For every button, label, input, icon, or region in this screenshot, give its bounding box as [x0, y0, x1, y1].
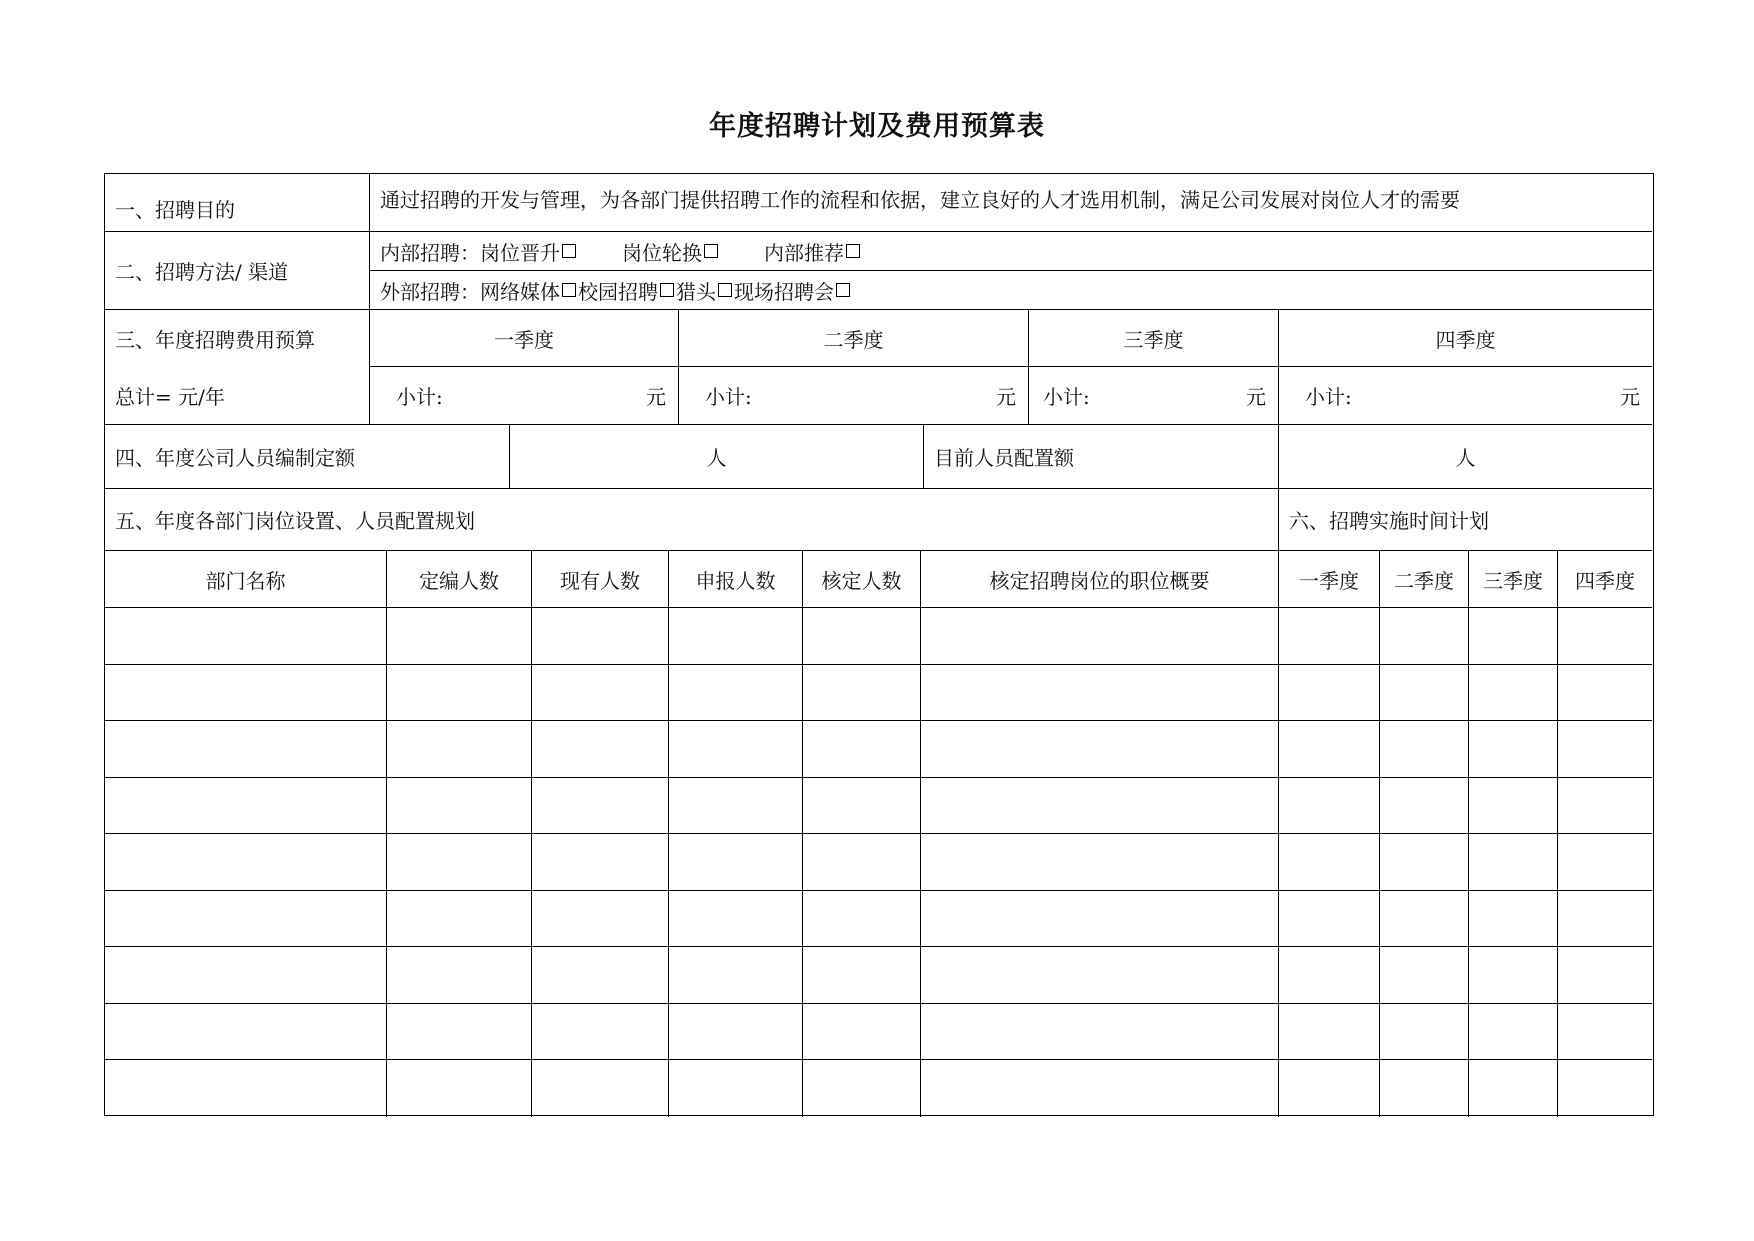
- table-cell[interactable]: [803, 1060, 921, 1117]
- table-cell[interactable]: [803, 721, 921, 778]
- section3-label-cell: [105, 310, 370, 425]
- rotation-checkbox[interactable]: [704, 244, 718, 258]
- table-cell[interactable]: [532, 891, 669, 948]
- table-cell[interactable]: [1279, 834, 1380, 891]
- table-cell[interactable]: [921, 1060, 1279, 1117]
- table-cell[interactable]: [1469, 608, 1558, 665]
- table-cell[interactable]: [1380, 891, 1469, 948]
- online-media-checkbox[interactable]: [562, 283, 576, 297]
- table-cell[interactable]: [1279, 721, 1380, 778]
- table-cell[interactable]: [105, 891, 387, 948]
- table-cell[interactable]: [532, 778, 669, 835]
- table-cell[interactable]: [669, 665, 803, 722]
- table-cell[interactable]: [803, 891, 921, 948]
- table-cell[interactable]: [669, 947, 803, 1004]
- table-cell[interactable]: [921, 665, 1279, 722]
- table-cell[interactable]: [387, 665, 532, 722]
- section1-content: 通过招聘的开发与管理，为各部门提供招聘工作的流程和依据，建立良好的人才选用机制，满足公司发展对岗位人才的需要: [370, 174, 1652, 232]
- table-cell[interactable]: [1380, 1060, 1469, 1117]
- option-job-fair: 现场招聘会: [734, 279, 834, 304]
- table-cell[interactable]: [1279, 1060, 1380, 1117]
- section2-label: 二、招聘方法/ 渠道: [105, 232, 370, 310]
- table-cell[interactable]: [532, 1060, 669, 1117]
- table-cell[interactable]: [1380, 834, 1469, 891]
- table-cell[interactable]: [669, 1004, 803, 1061]
- table-cell[interactable]: [803, 778, 921, 835]
- table-cell[interactable]: [387, 834, 532, 891]
- subtotal-unit: 元: [646, 385, 666, 409]
- table-cell[interactable]: [105, 1004, 387, 1061]
- table-cell[interactable]: [387, 947, 532, 1004]
- job-fair-checkbox[interactable]: [836, 283, 850, 297]
- table-cell[interactable]: [1558, 891, 1652, 948]
- table-cell[interactable]: [1380, 778, 1469, 835]
- headhunter-checkbox[interactable]: [718, 283, 732, 297]
- table-cell[interactable]: [387, 891, 532, 948]
- table-cell[interactable]: [921, 778, 1279, 835]
- table-cell[interactable]: [803, 665, 921, 722]
- table-cell[interactable]: [1469, 1060, 1558, 1117]
- schedule-q3-header: 三季度: [1469, 551, 1558, 608]
- budget-total: 总计= 元/年: [115, 385, 225, 409]
- table-cell[interactable]: [1558, 778, 1652, 835]
- approved-headcount-header: 核定人数: [803, 551, 921, 608]
- current-staffing-label: 目前人员配置额: [924, 425, 1279, 489]
- table-cell[interactable]: [803, 947, 921, 1004]
- table-cell[interactable]: [105, 608, 387, 665]
- table-cell[interactable]: [532, 947, 669, 1004]
- table-cell[interactable]: [1279, 608, 1380, 665]
- table-cell[interactable]: [669, 834, 803, 891]
- table-cell[interactable]: [105, 665, 387, 722]
- table-cell[interactable]: [669, 891, 803, 948]
- promotion-checkbox[interactable]: [562, 244, 576, 258]
- table-cell[interactable]: [921, 608, 1279, 665]
- table-cell[interactable]: [532, 1004, 669, 1061]
- table-cell[interactable]: [1279, 665, 1380, 722]
- table-cell[interactable]: [105, 778, 387, 835]
- table-cell[interactable]: [532, 721, 669, 778]
- section3-label: 三、年度招聘费用预算: [115, 328, 315, 352]
- table-cell[interactable]: [532, 834, 669, 891]
- table-cell[interactable]: [105, 834, 387, 891]
- table-cell[interactable]: [1279, 1004, 1380, 1061]
- schedule-q4-header: 四季度: [1558, 551, 1652, 608]
- table-cell[interactable]: [921, 947, 1279, 1004]
- option-headhunter: 猎头: [676, 279, 716, 304]
- option-online-media: 网络媒体: [480, 279, 560, 304]
- subtotal-unit: 元: [1246, 385, 1266, 409]
- budget-q2-header: 二季度: [679, 310, 1029, 367]
- table-cell[interactable]: [105, 1060, 387, 1117]
- internal-recruitment-row: [370, 232, 1652, 271]
- option-rotation: 岗位轮换: [622, 240, 702, 265]
- requested-headcount-header: 申报人数: [669, 551, 803, 608]
- subtotal-label: 小计:: [705, 385, 752, 409]
- table-cell[interactable]: [387, 1060, 532, 1117]
- table-cell[interactable]: [803, 1004, 921, 1061]
- subtotal-label: 小计:: [396, 385, 443, 409]
- table-cell[interactable]: [921, 721, 1279, 778]
- subtotal-label: 小计:: [1043, 385, 1090, 409]
- table-cell[interactable]: [921, 1004, 1279, 1061]
- section6-label: 六、招聘实施时间计划: [1279, 489, 1652, 551]
- table-cell[interactable]: [1469, 947, 1558, 1004]
- page-title: 年度招聘计划及费用预算表: [709, 111, 1045, 142]
- current-staffing-unit: 人: [1279, 425, 1652, 489]
- table-cell[interactable]: [1279, 891, 1380, 948]
- budget-q1-subtotal: [370, 367, 679, 425]
- budget-q3-header: 三季度: [1029, 310, 1279, 367]
- option-campus: 校园招聘: [578, 279, 658, 304]
- table-cell[interactable]: [1558, 1004, 1652, 1061]
- table-cell[interactable]: [803, 834, 921, 891]
- subtotal-unit: 元: [996, 385, 1016, 409]
- table-cell[interactable]: [669, 778, 803, 835]
- external-label: 外部招聘：: [380, 279, 480, 304]
- table-cell[interactable]: [1558, 665, 1652, 722]
- table-cell[interactable]: [1469, 721, 1558, 778]
- table-cell[interactable]: [1469, 665, 1558, 722]
- external-recruitment-row: [370, 271, 1652, 310]
- table-cell[interactable]: [387, 778, 532, 835]
- table-cell[interactable]: [105, 721, 387, 778]
- table-cell[interactable]: [669, 721, 803, 778]
- budget-q2-subtotal: [679, 367, 1029, 425]
- table-cell[interactable]: [1469, 834, 1558, 891]
- internal-label: 内部招聘：: [380, 240, 480, 265]
- table-cell[interactable]: [105, 947, 387, 1004]
- subtotal-label: 小计:: [1305, 385, 1352, 409]
- option-promotion: 岗位晋升: [480, 240, 560, 265]
- section4-label: 四、年度公司人员编制定额: [105, 425, 510, 489]
- table-cell[interactable]: [669, 608, 803, 665]
- table-cell[interactable]: [1558, 947, 1652, 1004]
- table-cell[interactable]: [921, 891, 1279, 948]
- option-referral: 内部推荐: [764, 240, 844, 265]
- budget-q1-header: 一季度: [370, 310, 679, 367]
- position-summary-header: 核定招聘岗位的职位概要: [921, 551, 1279, 608]
- budget-q4-header: 四季度: [1279, 310, 1652, 367]
- section1-label: 一、招聘目的: [105, 174, 370, 232]
- table-cell[interactable]: [669, 1060, 803, 1117]
- table-cell[interactable]: [1380, 1004, 1469, 1061]
- referral-checkbox[interactable]: [846, 244, 860, 258]
- table-cell[interactable]: [921, 834, 1279, 891]
- table-cell[interactable]: [803, 608, 921, 665]
- table-cell[interactable]: [1558, 608, 1652, 665]
- recruitment-plan-table: [104, 173, 1654, 1116]
- table-cell[interactable]: [532, 608, 669, 665]
- table-cell[interactable]: [1380, 608, 1469, 665]
- campus-checkbox[interactable]: [660, 283, 674, 297]
- table-cell[interactable]: [1558, 834, 1652, 891]
- authorized-headcount-header: 定编人数: [387, 551, 532, 608]
- table-cell[interactable]: [1380, 665, 1469, 722]
- table-cell[interactable]: [387, 1004, 532, 1061]
- table-cell[interactable]: [1380, 947, 1469, 1004]
- budget-q3-subtotal: [1029, 367, 1279, 425]
- section5-label: 五、年度各部门岗位设置、人员配置规划: [105, 489, 1279, 551]
- table-cell[interactable]: [1279, 778, 1380, 835]
- table-cell[interactable]: [1469, 1004, 1558, 1061]
- table-cell[interactable]: [1469, 891, 1558, 948]
- table-cell[interactable]: [1558, 1060, 1652, 1117]
- subtotal-unit: 元: [1620, 385, 1640, 409]
- table-cell[interactable]: [532, 665, 669, 722]
- schedule-q1-header: 一季度: [1279, 551, 1380, 608]
- table-cell[interactable]: [387, 721, 532, 778]
- table-cell[interactable]: [1558, 721, 1652, 778]
- schedule-q2-header: 二季度: [1380, 551, 1469, 608]
- headcount-quota-unit: 人: [510, 425, 924, 489]
- budget-q4-subtotal: [1279, 367, 1652, 425]
- dept-name-header: 部门名称: [105, 551, 387, 608]
- current-headcount-header: 现有人数: [532, 551, 669, 608]
- table-cell[interactable]: [1380, 721, 1469, 778]
- table-cell[interactable]: [1469, 778, 1558, 835]
- table-cell[interactable]: [1279, 947, 1380, 1004]
- table-cell[interactable]: [387, 608, 532, 665]
